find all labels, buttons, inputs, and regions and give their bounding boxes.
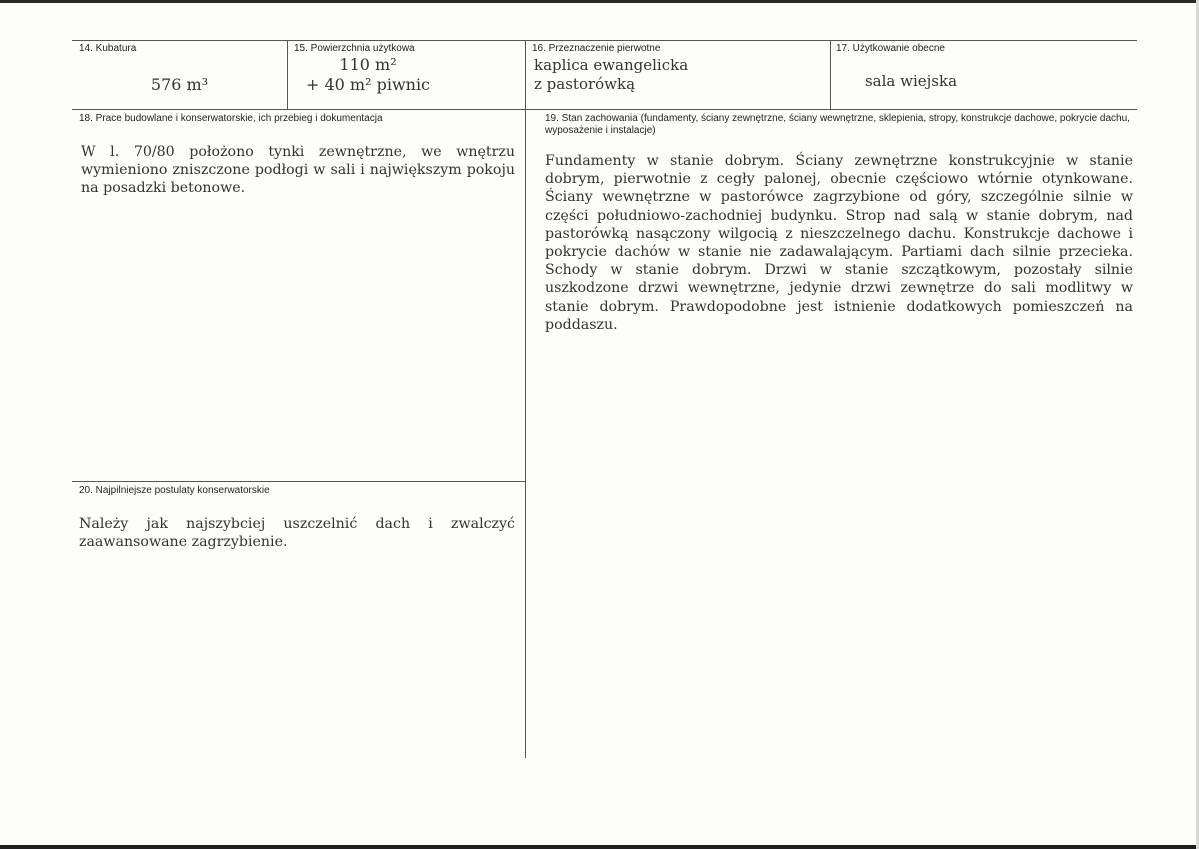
field-stan-text: Fundamenty w stanie dobrym. Ściany zewnętrzne konstrukcyjnie w stanie dobrym, pierwotnie z cegły palonej, obecnie częściowo wtórnie otynkowane. Ściany wewnętrzne w pastorówce zagrzybione od góry, szczególnie silnie w części południowo-zachodniej budynku. Strop nad salą w stanie dobrym, nad pastorówką nasączony wilgocią z nieszczelnego dachu. Konstrukcje dachowe i pokrycie dachów w stanie nie zadawalającym. Partiami dach silnie przecieka. Schody w stanie dobrym. Drzwi w stanie szczątkowym, pozostały silnie uszkodzone drzwi wewnętrzne, jedynie drzwi zewnętrze do sali modlitwy w stanie dobrym. Prawdopodobne jest istnienie dodatkowych pomieszczeń na poddaszu. — [545, 153, 1133, 333]
field-przeznaczenie-value-line1: kaplica ewangelicka — [534, 56, 689, 74]
field-prace-text: W l. 70/80 położono tynki zewnętrzne, we wnętrzu wymieniono zniszczone podłogi w sali i największym pokoju na posadzki betonowe. — [81, 144, 515, 197]
scan-edge-bottom — [0, 845, 1199, 849]
field-prace-label: 18. Prace budowlane i konserwatorskie, ich przebieg i dokumentacja — [79, 113, 383, 124]
field-postulaty-label: 20. Najpilniejsze postulaty konserwatorskie — [79, 485, 270, 496]
divider-14-15 — [287, 40, 288, 109]
field-powierzchnia-value-line1: 110 m² — [339, 55, 397, 74]
field-powierzchnia-value-line2: + 40 m² piwnic — [305, 75, 431, 94]
field-kubatura-label: 14. Kubatura — [79, 43, 137, 54]
field-powierzchnia-label: 15. Powierzchnia użytkowa — [294, 43, 415, 54]
field-kubatura-value: 576 m³ — [150, 75, 209, 94]
field-stan-label: 19. Stan zachowania (fundamenty, ściany zewnętrzne, ściany wewnętrzne, sklepienia, stropy, konstrukcje dachowe, pokrycie dachu, wyposażenie i instalacje) — [545, 113, 1130, 136]
scan-edge-top — [0, 0, 1199, 3]
field-uzytkowanie-value: sala wiejska — [864, 72, 958, 90]
field-postulaty-text: Należy jak najszybciej uszczelnić dach i zwalczyć zaawansowane zagrzybienie. — [79, 516, 515, 551]
field-przeznaczenie-label: 16. Przeznaczenie pierwotne — [532, 43, 661, 54]
field-uzytkowanie-label: 17. Użytkowanie obecne — [836, 43, 945, 54]
row2-top-rule — [72, 109, 1137, 110]
main-column-divider — [525, 40, 526, 758]
field-przeznaczenie-value-line2: z pastorówką — [534, 75, 636, 93]
row1-top-rule — [72, 40, 1137, 41]
row3-left-top-rule — [72, 481, 525, 482]
